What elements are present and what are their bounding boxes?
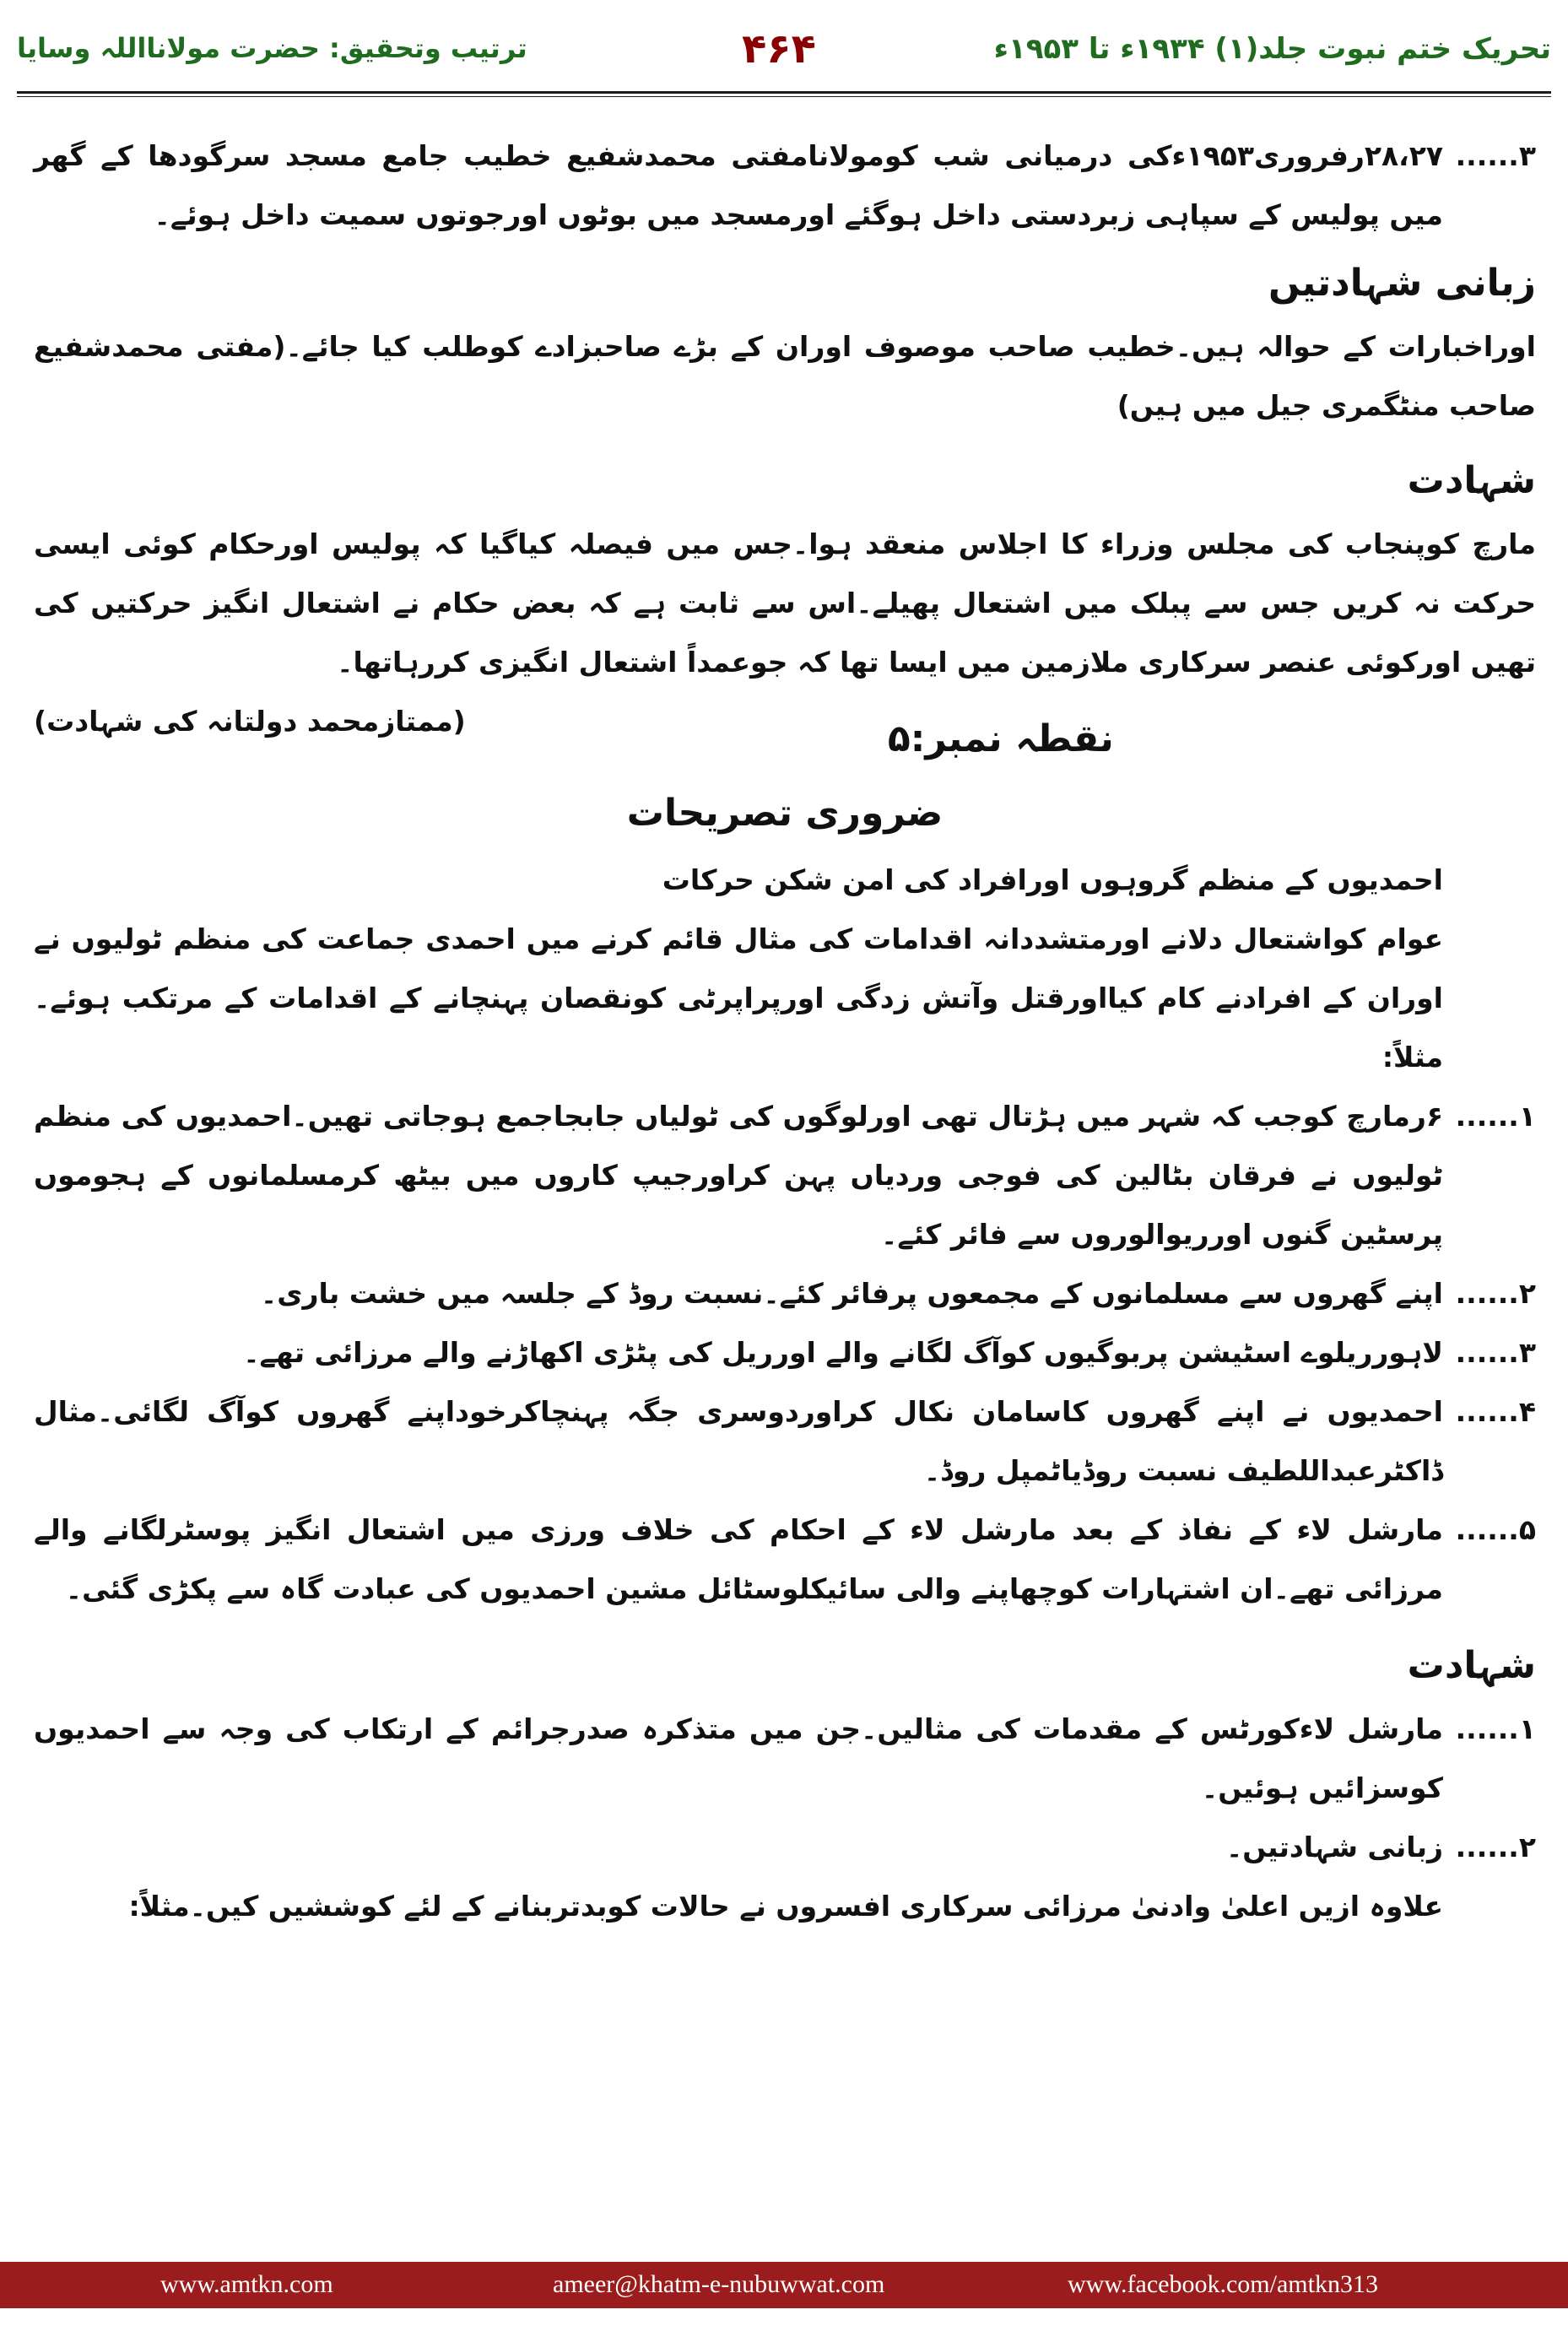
item-number: ۲...... [1455,1831,1536,1863]
section-heading: شہادت [1407,459,1536,502]
list-item [34,1087,1536,1264]
clarifications-title: ضروری تصریحات [626,792,944,835]
item-number: ۲...... [1455,1277,1536,1310]
item-text: اپنے گھروں سے مسلمانوں کے مجمعوں پرفائر کئے۔نسبت روڈ کے جلسہ میں خشت باری۔ [260,1277,1443,1310]
closing-paragraph: علاوہ ازیں اعلیٰ وادنیٰ مرزائی سرکاری افسروں نے حالات کوبدتربنانے کے لئے کوششیں کیں۔مثلاً: [128,1890,1443,1923]
item-number: ۳...... [1455,139,1536,172]
point-title: نقطہ نمبر:۵ [887,717,1114,760]
book-title: تحریک ختم نبوت جلد(۱) ۱۹۳۴ء تا ۱۹۵۳ء [993,32,1551,66]
item-number: ۱...... [1455,1712,1536,1745]
item-number: ۱...... [1455,1100,1536,1133]
item-text: لاہورریلوے اسٹیشن پربوگیوں کوآگ لگانے والے اورریل کی پٹڑی اکھاڑنے والے مرزائی تھے۔ [243,1336,1443,1369]
item-number: ۴...... [1455,1395,1536,1428]
paragraph: اوراخبارات کے حوالہ ہیں۔خطیب صاحب موصوف اوران کے بڑے صاحبزادے کوطلب کیا جائے۔(مفتی محمدشفیع صاحب منٹگمری جیل میں ہیں) [34,330,1536,422]
item-text: مارشل لاءکورٹس کے مقدمات کی مثالیں۔جن میں متذکرہ صدرجرائم کے ارتکاب کی وجہ سے احمدیوں کوسزائیں ہوئیں۔ [34,1712,1443,1804]
intro-paragraph: عوام کواشتعال دلانے اورمتشددانہ اقدامات کی مثال قائم کرنے میں احمدی جماعت کی منظم ٹولیوں نے اوران کے افرادنے کام کیااورقتل وآتش زدگی اورپراپرٹی کونقصان پہنچانے کے اقدامات کے مرتکب ہوئے۔مثلاً: [34,922,1443,1074]
item-number: ۵...... [1455,1513,1536,1546]
page-number: ۴۶۴ [742,25,816,73]
list-item [34,1264,1536,1323]
header-divider-thin [17,96,1551,97]
paragraph [34,515,1536,738]
list-item [34,1700,1536,1818]
list-item [34,1501,1536,1619]
item-number: ۳...... [1455,1336,1536,1369]
list-item [34,1818,1536,1877]
section-heading: زبانی شہادتیں [1268,262,1536,305]
website-link[interactable]: www.amtkn.com [160,2270,333,2298]
email-link[interactable]: ameer@khatm-e-nubuwwat.com [553,2270,885,2298]
list-item [34,1382,1536,1501]
item-text: ۲۸،۲۷رفروری۱۹۵۳ءکی درمیانی شب کومولانامفتی محمدشفیع خطیب جامع مسجد سرگودھا کے گھر میں پولیس کے سپاہی زبردستی داخل ہوگئے اورمسجد میں بوٹوں اورجوتوں سمیت داخل ہوئے۔ [34,139,1443,231]
citation-note: (ممتازمحمد دولتانہ کی شہادت) [34,705,466,738]
facebook-link[interactable]: www.facebook.com/amtkn313 [1068,2270,1378,2298]
item-text: ۶رمارچ کوجب کہ شہر میں ہڑتال تھی اورلوگوں کی ٹولیاں جابجاجمع ہوجاتی تھیں۔احمدیوں کی منظم ٹولیوں نے فرقان بٹالین کی فوجی وردیاں پہن کراورجیپ کاروں میں بیٹھ کرمسلمانوں کے ہجوموں پرسٹین گنوں اورریوالوروں سے فائر کئے۔ [34,1100,1443,1251]
paragraph-text: مارچ کوپنجاب کی مجلس وزراء کا اجلاس منعقد ہوا۔جس میں فیصلہ کیاگیا کہ پولیس اورحکام کوئی ایسی حرکت نہ کریں جس سے پبلک میں اشتعال پھیلے۔اس سے ثابت ہے کہ بعض حکام نے اشتعال انگیز حرکتیں کی تھیں اورکوئی عنصر سرکاری ملازمین میں ایسا تھا کہ جوعمداً اشتعال انگیزی کررہاتھا۔ [34,527,1536,679]
list-item [34,127,1536,245]
witness-list [34,1700,1536,1877]
list-item [34,1323,1536,1382]
item-text: مارشل لاء کے نفاذ کے بعد مارشل لاء کے احکام کی خلاف ورزی میں اشتعال انگیز پوسٹرلگانے والے مرزائی تھے۔ان اشتہارات کوچھاپنے والی سائیکلوسٹائل مشین احمدیوں کی عبادت گاہ سے پکڑی گئی۔ [34,1513,1443,1605]
item-text: احمدیوں نے اپنے گھروں کاسامان نکال کراوردوسری جگہ پہنچاکرخوداپنے گھروں کوآگ لگائی۔مثال ڈاکٹرعبداللطیف نسبت روڈیاٹمپل روڈ۔ [34,1395,1443,1487]
section-heading: شہادت [1407,1644,1536,1687]
page-footer [0,2262,1568,2308]
page-body [34,127,1536,1936]
editor-credit: ترتیب وتحقیق: حضرت مولانااللہ وسایا [17,32,527,64]
header-divider [17,91,1551,94]
subheading: احمدیوں کے منظم گروہوں اورافراد کی امن شکن حرکات [662,863,1443,896]
item-text: زبانی شہادتیں۔ [1225,1831,1443,1863]
page-header [0,25,1568,84]
examples-list [34,1087,1536,1619]
